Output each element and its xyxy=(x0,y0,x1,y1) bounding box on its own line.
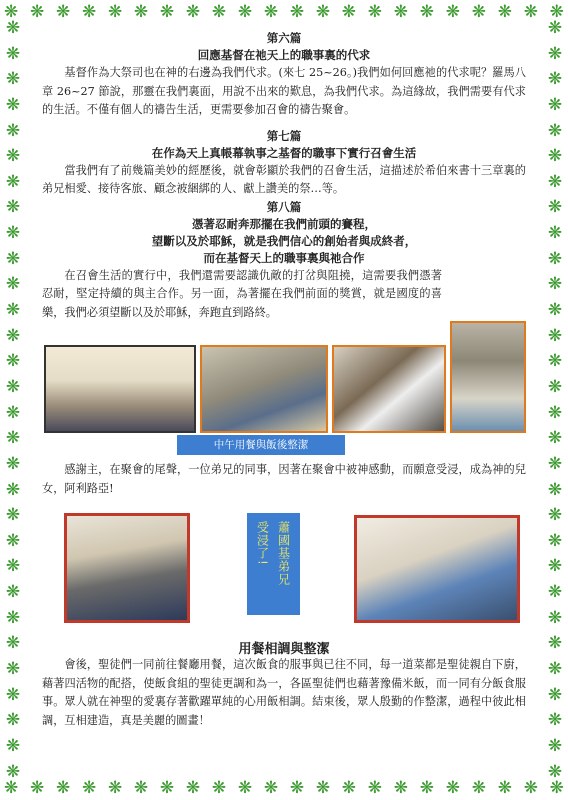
section-6-body: 基督作為大祭司也在神的右邊為我們代求。(來七 25~26。)我們如何回應祂的代求呢？羅馬八章 26~27 節說，那靈在我們裏面，用說不出來的歎息，為我們代求。為這緣故，我們需要有代求的生活。不僅有個人的禱告生活，更需要參加召會的禱告聚會。 xyxy=(42,66,526,116)
photo-mopping-floor xyxy=(450,321,526,433)
border-star-icon: ❋ xyxy=(547,223,563,244)
border-star-icon: ❋ xyxy=(5,18,21,38)
border-star-icon: ❋ xyxy=(341,2,357,22)
border-star-icon: ❋ xyxy=(523,778,538,798)
border-star-icon: ❋ xyxy=(5,453,21,474)
border-star-icon: ❋ xyxy=(107,778,123,798)
photo-cleaning-up xyxy=(332,345,446,433)
section-7-heading: 第七篇 xyxy=(266,128,302,143)
photo-dining-hall xyxy=(44,345,196,433)
border-star-icon: ❋ xyxy=(5,505,21,526)
top-border xyxy=(0,2,568,24)
border-star-icon: ❋ xyxy=(547,735,563,756)
border-star-icon: ❋ xyxy=(289,778,305,798)
banner-baptized: 受浸了! xyxy=(255,521,270,566)
border-star-icon: ❋ xyxy=(497,778,512,798)
border-star-icon: ❋ xyxy=(185,2,201,22)
border-star-icon: ❋ xyxy=(55,778,71,798)
border-star-icon: ❋ xyxy=(471,2,486,22)
border-star-icon: ❋ xyxy=(547,94,563,115)
border-star-icon: ❋ xyxy=(5,710,21,731)
border-star-icon: ❋ xyxy=(547,325,563,346)
border-star-icon: ❋ xyxy=(5,376,21,397)
border-star-icon: ❋ xyxy=(547,633,563,654)
border-star-icon: ❋ xyxy=(471,778,486,798)
section-8-heading: 第八篇 xyxy=(266,199,302,214)
border-star-icon: ❋ xyxy=(547,710,563,731)
border-star-icon: ❋ xyxy=(4,2,19,22)
border-star-icon: ❋ xyxy=(4,778,19,798)
border-star-icon: ❋ xyxy=(547,479,563,500)
border-star-icon: ❋ xyxy=(547,556,563,577)
border-star-icon: ❋ xyxy=(5,633,21,654)
border-star-icon: ❋ xyxy=(547,43,563,64)
section-8-subheading-1: 憑著忍耐奔那擺在我們前頭的賽程， xyxy=(192,216,376,231)
border-star-icon: ❋ xyxy=(107,2,123,22)
border-star-icon: ❋ xyxy=(547,428,563,449)
border-star-icon: ❋ xyxy=(5,69,21,90)
border-star-icon: ❋ xyxy=(393,2,409,22)
border-star-icon: ❋ xyxy=(547,120,563,141)
photo-caption: 中午用餐與飯後整潔 xyxy=(177,435,345,455)
border-star-icon: ❋ xyxy=(367,2,383,22)
border-star-icon: ❋ xyxy=(547,274,563,295)
section-8-subheading-2: 望斷以及於耶穌，就是我們信心的創始者與成終者， xyxy=(151,233,417,248)
border-star-icon: ❋ xyxy=(315,2,331,22)
border-star-icon: ❋ xyxy=(445,778,460,798)
border-star-icon: ❋ xyxy=(159,778,175,798)
border-star-icon: ❋ xyxy=(5,607,21,628)
border-star-icon: ❋ xyxy=(523,2,538,22)
border-star-icon: ❋ xyxy=(547,171,563,192)
border-star-icon: ❋ xyxy=(547,18,563,38)
photo-celebration xyxy=(64,513,190,623)
border-star-icon: ❋ xyxy=(547,684,563,705)
border-star-icon: ❋ xyxy=(393,778,409,798)
photo-children-eating xyxy=(200,345,328,433)
border-star-icon: ❋ xyxy=(263,2,279,22)
border-star-icon: ❋ xyxy=(547,351,563,372)
border-star-icon: ❋ xyxy=(5,428,21,449)
baptism-banner xyxy=(247,513,300,615)
border-star-icon: ❋ xyxy=(5,530,21,551)
article-body xyxy=(42,30,526,322)
border-star-icon: ❋ xyxy=(445,2,460,22)
border-star-icon: ❋ xyxy=(289,2,305,22)
border-star-icon: ❋ xyxy=(547,761,563,782)
section-6-subheading: 回應基督在祂天上的職事裏的代求 xyxy=(197,48,371,62)
border-star-icon: ❋ xyxy=(547,659,563,680)
border-star-icon: ❋ xyxy=(547,69,563,90)
border-star-icon: ❋ xyxy=(5,197,21,218)
border-star-icon: ❋ xyxy=(5,146,21,167)
border-star-icon: ❋ xyxy=(367,778,383,798)
section-8-subheading-3: 而在基督天上的職事裏與祂合作 xyxy=(203,250,365,265)
border-star-icon: ❋ xyxy=(341,778,357,798)
section-7-body: 當我們有了前幾篇美妙的經歷後，就會彰顯於我們的召會生活，這描述於希伯來書十三章裏的弟兄相愛、接待客旅、顧念被綑綁的人、獻上讚美的祭…等。 xyxy=(42,163,526,195)
border-star-icon: ❋ xyxy=(133,2,149,22)
left-border xyxy=(2,18,24,782)
border-star-icon: ❋ xyxy=(133,778,149,798)
border-star-icon: ❋ xyxy=(237,2,253,22)
border-star-icon: ❋ xyxy=(5,684,21,705)
border-star-icon: ❋ xyxy=(497,2,512,22)
border-star-icon: ❋ xyxy=(547,146,563,167)
border-star-icon: ❋ xyxy=(547,300,563,321)
border-star-icon: ❋ xyxy=(211,778,227,798)
photo-baptism-pool xyxy=(354,515,520,623)
border-star-icon: ❋ xyxy=(547,607,563,628)
border-star-icon: ❋ xyxy=(5,120,21,141)
border-star-icon: ❋ xyxy=(5,274,21,295)
border-star-icon: ❋ xyxy=(5,582,21,603)
border-star-icon: ❋ xyxy=(159,2,175,22)
border-star-icon: ❋ xyxy=(547,376,563,397)
border-star-icon: ❋ xyxy=(419,2,434,22)
border-star-icon: ❋ xyxy=(81,2,97,22)
right-border xyxy=(544,18,566,782)
border-star-icon: ❋ xyxy=(5,248,21,269)
border-star-icon: ❋ xyxy=(5,735,21,756)
border-star-icon: ❋ xyxy=(5,659,21,680)
border-star-icon: ❋ xyxy=(5,94,21,115)
border-star-icon: ❋ xyxy=(5,556,21,577)
border-star-icon: ❋ xyxy=(547,248,563,269)
section-8-body: 在召會生活的實行中，我們還需要認識仇敵的打岔與阻撓，這需要我們憑著忍耐，堅定持續的與主合作。另一面，為著擺在我們前面的獎賞，就是國度的喜樂，我們必須望斷以及於耶穌，奔跑直到路終。 xyxy=(42,268,442,319)
border-star-icon: ❋ xyxy=(5,300,21,321)
border-star-icon: ❋ xyxy=(5,171,21,192)
border-star-icon: ❋ xyxy=(547,582,563,603)
border-star-icon: ❋ xyxy=(5,761,21,782)
meal-section-title: 用餐相調與整潔 xyxy=(238,642,330,657)
banner-name: 蕭國基弟兄 xyxy=(276,521,291,586)
border-star-icon: ❋ xyxy=(5,351,21,372)
border-star-icon: ❋ xyxy=(237,778,253,798)
border-star-icon: ❋ xyxy=(5,43,21,64)
border-star-icon: ❋ xyxy=(185,778,201,798)
bottom-border xyxy=(0,778,568,800)
border-star-icon: ❋ xyxy=(29,2,45,22)
border-star-icon: ❋ xyxy=(315,778,331,798)
border-star-icon: ❋ xyxy=(81,778,97,798)
border-star-icon: ❋ xyxy=(547,402,563,423)
section-6-heading: 第六篇 xyxy=(266,31,302,45)
section-7-subheading: 在作為天上真帳幕執事之基督的職事下實行召會生活 xyxy=(151,145,417,160)
border-star-icon: ❋ xyxy=(5,223,21,244)
border-star-icon: ❋ xyxy=(211,2,227,22)
border-star-icon: ❋ xyxy=(547,530,563,551)
baptism-paragraph: 感謝主，在聚會的尾聲，一位弟兄的同事，因著在聚會中被神感動，而願意受浸，成為神的兒女，阿利路亞! xyxy=(42,463,526,495)
border-star-icon: ❋ xyxy=(549,2,564,22)
border-star-icon: ❋ xyxy=(29,778,45,798)
border-star-icon: ❋ xyxy=(547,505,563,526)
border-star-icon: ❋ xyxy=(419,778,434,798)
meal-section-body: 會後，聖徒們一同前往餐廳用餐，這次飯食的服事與已往不同，每一道菜都是聖徒親自下廚，藉著四活物的配搭，使飯食組的聖徒更調和為一，各區聖徒們也藉著豫備米飯，而一同有分飯食服事。眾人就在神聖的愛裏存著歡躍單純的心用飯相調。結束後，眾人殷勤的作整潔，過程中彼此相調，互相建造，真是美麗的圖畫！ xyxy=(42,658,526,727)
border-star-icon: ❋ xyxy=(547,453,563,474)
border-star-icon: ❋ xyxy=(5,479,21,500)
border-star-icon: ❋ xyxy=(55,2,71,22)
border-star-icon: ❋ xyxy=(263,778,279,798)
border-star-icon: ❋ xyxy=(547,197,563,218)
border-star-icon: ❋ xyxy=(5,402,21,423)
border-star-icon: ❋ xyxy=(5,325,21,346)
border-star-icon: ❋ xyxy=(549,778,564,798)
